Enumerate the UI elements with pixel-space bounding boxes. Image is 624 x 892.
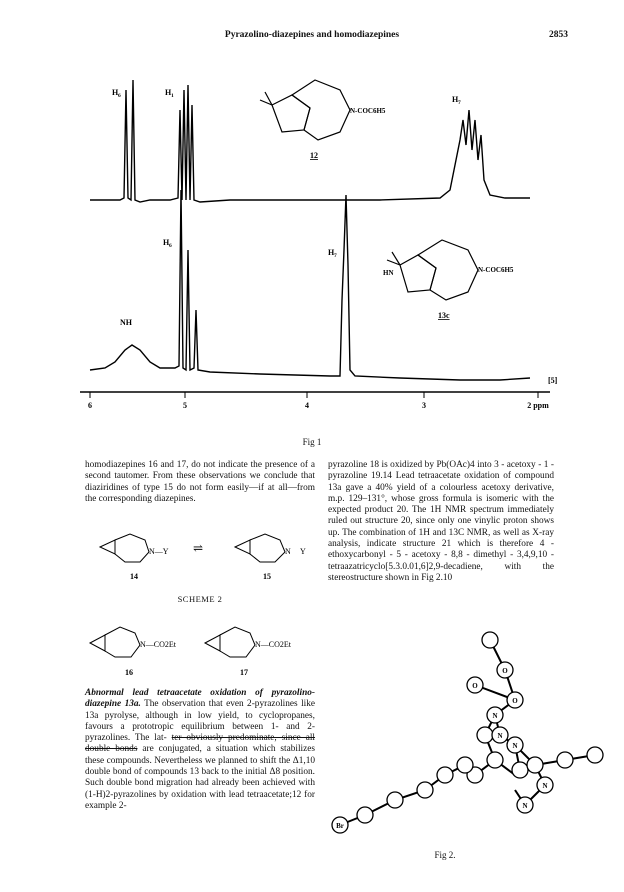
left-para-1: homodiazepines 16 and 17, do not indicate the presence of a second tautomer. From these observations we conclude that diaziridines of type 15 do not form easily—if at all—from the corresponding diazepines. xyxy=(85,460,315,504)
axis-tick-6: 6 xyxy=(88,401,92,410)
scheme-label-15: 15 xyxy=(263,572,271,581)
upper-label-h1: H xyxy=(165,88,172,97)
upper-label-h7: H xyxy=(452,95,459,104)
lower-label-h7: H xyxy=(328,248,335,257)
left-column-paragraph-2 xyxy=(85,688,315,812)
lower-label-h6-sub: 6 xyxy=(169,243,172,249)
structure-12-label: 12 xyxy=(310,151,318,160)
scheme-2-structures xyxy=(85,522,315,582)
upper-label-h: H xyxy=(112,88,119,97)
atom-n-4: N xyxy=(522,802,528,810)
scheme-n: N xyxy=(285,547,291,556)
atom-n-1: N xyxy=(492,712,498,720)
left-para-2a: The observation that even 2-pyrazolines like 13a pyrolyse, although in low yield, to cyclopropanes, favours a prototropic equilibrium between 1- and 2-pyrazolines. The lat- xyxy=(85,699,316,744)
lower-label-nh: NH xyxy=(120,318,132,327)
lower-label-h7-sub: 7 xyxy=(334,253,337,259)
scheme-n-y: N—Y xyxy=(149,547,169,556)
structure-13c-label: 13c xyxy=(438,311,450,320)
upper-label-h1-sub: 1 xyxy=(171,93,174,99)
scheme-label-14: 14 xyxy=(130,572,138,581)
figure-2-caption: Fig 2. xyxy=(434,850,456,860)
page-number: 2853 xyxy=(549,30,568,40)
axis-tick-4: 4 xyxy=(305,401,309,410)
figure-1-caption: Fig 1 xyxy=(302,437,322,447)
running-header-title: Pyrazolino-diazepines and homodiazepines xyxy=(224,30,400,40)
right-para-1: pyrazoline 18 is oxidized by Pb(OAc)4 into 3 - acetoxy - 1 - pyrazoline 19.14 Lead tetraacetate oxidation of compound 13a gave a 40% yield of a colourless acetoxy derivative, m.p. 129–131°, whose gross formula is isomeric with the expected product 20. The 1H NMR spectrum immediately ruled out structure 20, since only one vinylic proton shows up. The combination of 1H and 13C NMR, as well as X-ray analysis, indicate structure 21 which is therefore 4 - ethoxycarbonyl - 5 - acetoxy - 8,8 - dimethyl - 3,4,9,10 - tetraazatricyclo[5.3.0.01,6]2,9-decadiene, with the stereostructure shown in Fig 2.10 xyxy=(328,460,554,583)
figure-1-nmr-spectra xyxy=(60,50,580,435)
atom-br: Br xyxy=(336,822,344,830)
atom-o-3: O xyxy=(472,682,478,690)
atom-n-5: N xyxy=(542,782,548,790)
structure-12 xyxy=(260,80,350,140)
axis-tick-3: 3 xyxy=(422,401,426,410)
left-column-paragraph-1 xyxy=(85,460,315,505)
atom-n-2: N xyxy=(497,732,503,740)
section-heading: Abnormal lead tetraacetate oxidation of pyrazolino-diazepine 13a. xyxy=(85,688,315,710)
compound-17-group: N—CO2Et xyxy=(255,640,291,649)
compound-16-group: N—CO2Et xyxy=(140,640,176,649)
upper-label-h-sub: 6 xyxy=(118,93,121,99)
upper-spectrum-trace xyxy=(90,80,530,202)
figure-2-xray-structure xyxy=(325,625,615,840)
axis-tick-2ppm: 2 ppm xyxy=(527,401,549,410)
lower-spectrum-trace xyxy=(90,190,530,380)
compounds-16-17 xyxy=(85,615,315,680)
structure-13c-hn: HN xyxy=(383,269,394,277)
structure-13c xyxy=(387,240,478,300)
scheme-y: Y xyxy=(300,547,306,556)
axis-tick-5: 5 xyxy=(183,401,187,410)
right-column-paragraph xyxy=(328,460,554,584)
atom-o-2: O xyxy=(512,697,518,705)
label-17: 17 xyxy=(240,668,248,677)
lower-label-h6: H xyxy=(163,238,170,247)
scale-label: [5] xyxy=(548,376,558,385)
atom-o-1: O xyxy=(502,667,508,675)
label-16: 16 xyxy=(125,668,133,677)
left-para-2-struck: ter obviously predominate, since all double bonds xyxy=(85,733,316,755)
structure-12-substituent: N-COC6H5 xyxy=(350,107,386,115)
scheme-2-caption: SCHEME 2 xyxy=(177,594,223,604)
left-para-2b: are conjugated, a situation which stabilizes these compounds. Nevertheless we planned to shift the Δ1,10 double bond of compounds 13 back to the initial Δ8 position. Such double bond migration had already been achieved with (1-H)2-pyrazolines by oxidation with lead tetraacetate;12 for example 2- xyxy=(85,744,315,811)
scheme-equil: ⇌ xyxy=(193,541,204,555)
structure-13c-substituent: N-COC6H5 xyxy=(478,266,514,274)
upper-label-h7-sub: 7 xyxy=(458,100,461,106)
atom-n-3: N xyxy=(512,742,518,750)
